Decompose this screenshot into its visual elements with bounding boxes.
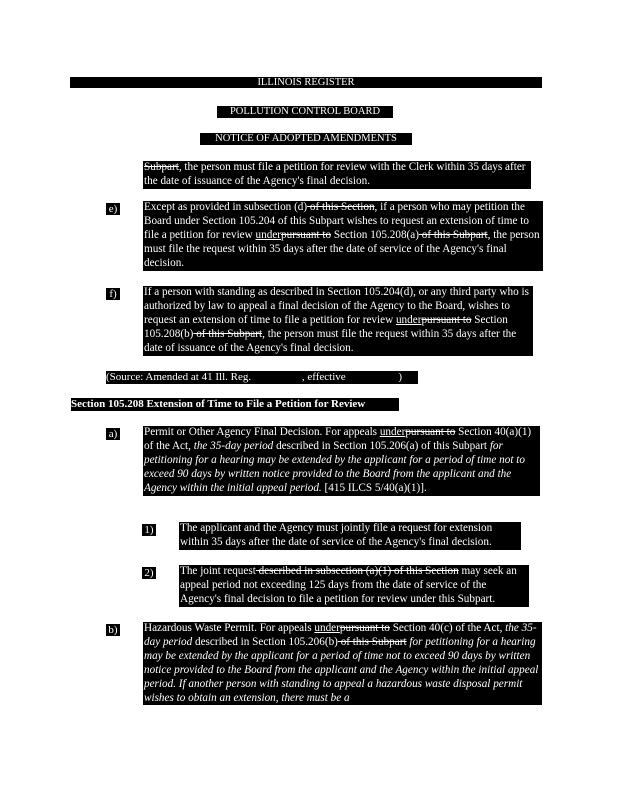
item-a-paragraph: Permit or Other Agency Final Decision. For appeals underpursuant to Section 40(a)(1) of the Act, the 35-day period described in Section 105.206(a) of this Subpart for petitioning for a hearing may be extended by the applicant for a period of time not to exceed 90 days by written notice provided to the Board from the applicant and the Agency within the initial appeal period. [415 ILCS 5/40(a)(1)]. — [143, 426, 540, 496]
board-title-text: POLLUTION CONTROL BOARD — [229, 106, 381, 117]
item-e-paragraph: Except as provided in subsection (d) of this Section, if a person who may petition the Board under Section 105.204 of this Subpart wishes to request an extension of time to file a petition for review underpursuant to Section 105.208(a) of this Subpart, the person must file the request within 35 days after the date of service of the Agency's final decision. — [143, 201, 543, 271]
section-heading: Section 105.208 Extension of Time to File a Petition for Review — [71, 398, 399, 411]
notice-title — [200, 133, 412, 145]
source-note: (Source: Amended at 41 Ill. Reg. , effective ) — [106, 371, 418, 384]
item-2-paragraph: The joint request described in subsection (a)(1) of this Section may seek an appeal period not exceeding 125 days from the date of service of the Agency's final decision to file a petition for review under this Subpart. — [179, 565, 529, 607]
item-2-label: 2) — [142, 567, 156, 579]
paragraph-text: , the person must file a petition for review with the Clerk within 35 days after the date of issuance of the Agency's final decision. — [144, 161, 526, 187]
continuation-paragraph — [143, 161, 531, 189]
register-title — [70, 77, 542, 88]
item-e-label: e) — [106, 203, 120, 215]
item-f-paragraph: If a person with standing as described in Section 105.204(d), or any third party who is authorized by law to appeal a final decision of the Agency to the Board, wishes to request an extension of time to file a petition for review underpursuant to Section 105.208(b) of this Subpart, the person must file the request within 35 days after the date of issuance of the Agency's final decision. — [143, 286, 533, 356]
item-a-label: a) — [106, 428, 120, 440]
struck-text: Subpart — [144, 161, 179, 173]
register-title-text: ILLINOIS REGISTER — [257, 77, 355, 88]
item-b-label: b) — [106, 624, 120, 636]
item-f-label: f) — [106, 288, 120, 300]
item-1-paragraph: The applicant and the Agency must jointly file a request for extension within 35 days after the date of service of the Agency's final decision. — [179, 522, 521, 550]
board-title — [217, 106, 393, 118]
item-1-label: 1) — [142, 524, 156, 536]
notice-title-text: NOTICE OF ADOPTED AMENDMENTS — [215, 133, 397, 144]
item-b-paragraph: Hazardous Waste Permit. For appeals underpursuant to Section 40(c) of the Act, the 35-day period described in Section 105.206(b) of this Subpart for petitioning for a hearing may be extended by the applicant for a period of time not to exceed 90 days by written notice provided to the Board from the applicant and the Agency within the initial appeal period. If another person with standing to appeal a hazardous waste disposal permit wishes to obtain an extension, there must be a — [143, 622, 542, 705]
